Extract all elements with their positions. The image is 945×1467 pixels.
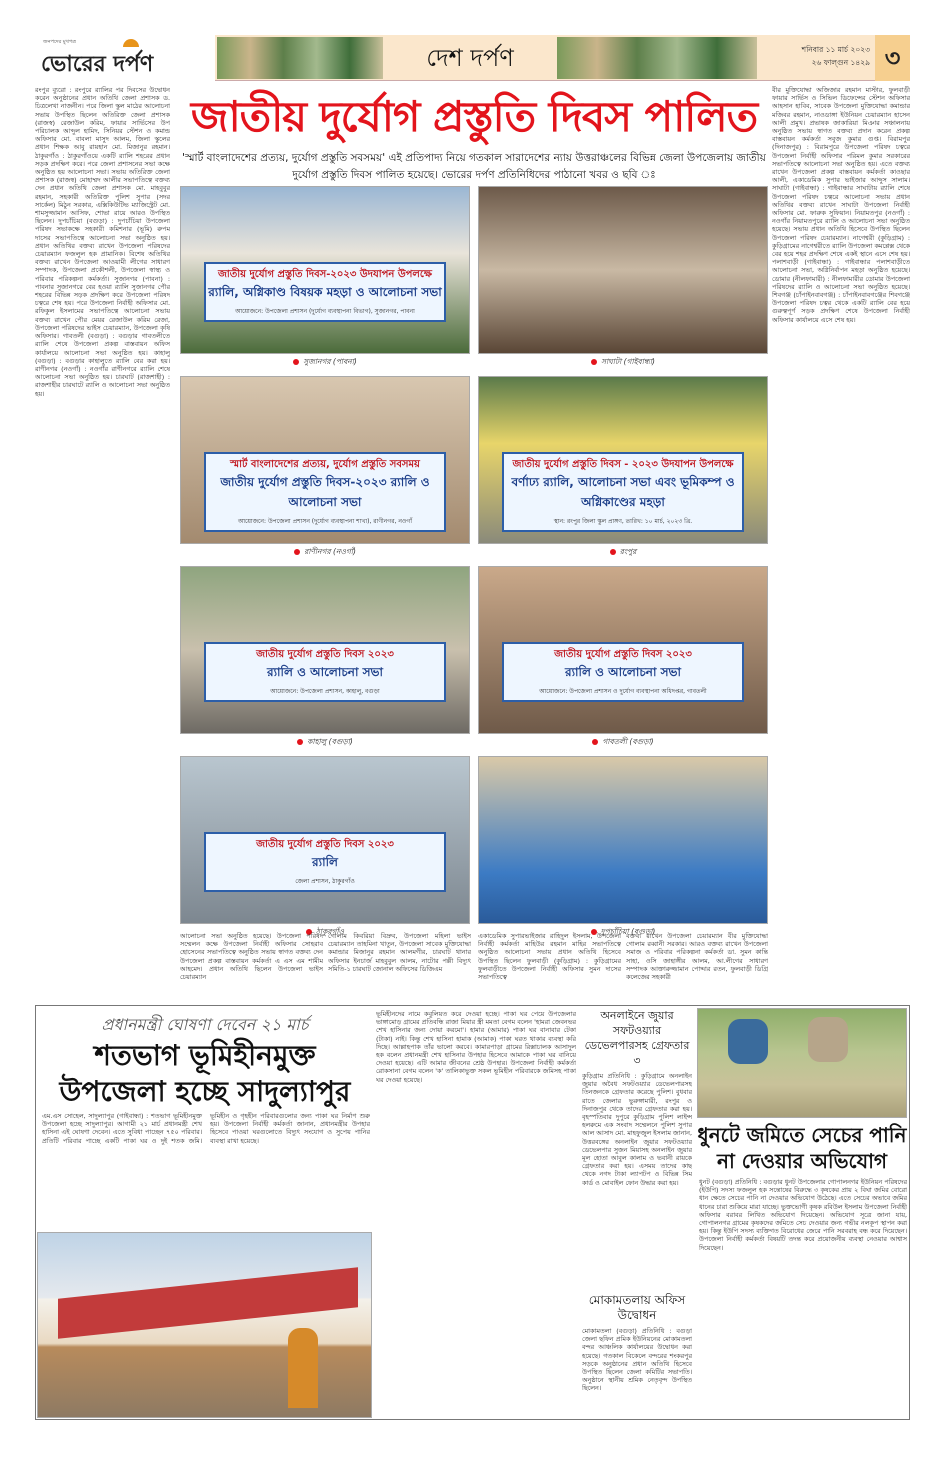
- banner-main-text: র‍্যালি ও আলোচনা সভা: [266, 664, 383, 679]
- event-photo: [478, 756, 768, 924]
- banner-organizer: স্থান: রংপুর জিলা স্কুল প্রাঙ্গণ, তারিখ: ১০ মার্চ, ২০২৩ খ্রি.: [553, 517, 693, 525]
- banner-title: জাতীয় দুর্যোগ প্রস্তুতি দিবস-২০২৩ উদযাপন উপলক্ষে: [217, 268, 433, 280]
- header-photo-strip-left: [217, 37, 383, 79]
- lead-bottom-column: একাডেমিক সুপারভাইজার রাহিদুল ইসলাম, উপজেলা নির্বাহী কর্মকর্তা মাহিউর রহমান মাহির সভাপতিত্বে অনুষ্ঠিত আলোচনা সভায় প্রধান অতিথি হিসেবে উপস্থিত ছিলেন ফুলবাড়ী (কুড়িগ্রাম) : কুড়িগ্রামের ফুলবাড়ীতে উপজেলা নির্বাহী অফিসার সুমন দাসের সভাপতিত্বে: [478, 932, 621, 982]
- event-banner: [204, 642, 446, 702]
- lead-left-column: রংপুর ব্যুরো : রংপুরে র‍্যালির পর দিবসের উদ্বোধন করেন অনুষ্ঠানের প্রধান অতিথি জেলা প্রশাসক ড. চিত্রলেখা নাজনীন। পরে জিলা স্কুল মাঠের আলোচনা সভায় উপস্থিত ছিলেন অতিরিক্ত জেলা প্রশাসক (রাজস্ব) রেজাউল করিম, ফায়ার সার্ভিসের উপ পরিচালক আব্দুল হামিদ, সিনিয়র স্টেশন ও কমান্ড অফিসার মো. বাবলা মাসুদ আলম, জিলা স্কুলের প্রধান শিক্ষক আবু রায়হান মো. মিজানুর রহমান। ঠাকুরগাঁও : ঠাকুরগাঁওয়ে একটি র‍্যালি শহরের প্রধান সড়ক প্রদক্ষিণ করে। পরে জেলা প্রশাসনের সভা কক্ষে অনুষ্ঠিত হয় আলোচনা সভা। সভায় অতিরিক্ত জেলা প্রশাসক (রাজস্ব) মোহাম্মদ আলীর সভাপতিত্বে বক্তব্য দেন প্রধান অতিথি জেলা প্রশাসক মো. মাহবুবুর রহমান, সহকারী অতিরিক্ত পুলিশ সুপার (সদর সার্কেল) মিঠুন সরকার, এক্সিকিউটিভ ম্যাজিস্ট্রেট মো. শামসুজ্জামান আসিফ, শোভা রায়ে আরও উপস্থিত ছিলেন। দুপচাঁচিয়া (বগুড়া) : দুপচাঁচিয়া উপজেলা পরিষদ সভাকক্ষে সহকারী কমিশনার (ভূমি) রুপম দাসের সভাপতিত্বে আলোচনা সভা অনুষ্ঠিত হয়। প্রধান অতিথির বক্তব্য রাখেন উপজেলা পরিষদের চেয়ারম্যান ফজলুল হক প্রামানিক। বিশেষ অতিথির বক্তব্য রাখেন উপজেলা আওয়ামী লীগের সাধারণ সম্পাদক, উপজেলা প্রকৌশলী, উপজেলা স্বাস্থ্য ও পরিবার পরিকল্পনা কর্মকর্তা। সুজানগর (পাবনা) : পাবনার সুজানগরে বের হওয়া র‍্যালি সুজানগর পৌর শহরের বিভিন্ন সড়ক প্রদক্ষিণ করে উপজেলা পরিষদ চত্বরে শেষ হয়। পরে উপজেলা নির্বাহী অফিসার মো. রফিকুল ইসলামের সভাপতিত্বে আলোচনা সভায় বক্তব্য রাখেন পৌর মেয়র রেজাউল করিম রেজা, উপজেলা পরিষদের ভাইস চেয়ারম্যান, উপজেলা কৃষি অফিসার। গাবতলী (বগুড়া) : বগুড়ার গাবতলীতে র‍্যালি শেষে উপজেলা প্রকল্প বাস্তবায়ন অফিস কার্যালয়ে আলোচনা সভা অনুষ্ঠিত হয়। কাহালু (বগুড়া) : বগুড়ার কাহালুতে র‍্যালি বের করা হয়। রাণীনগর (নওগাঁ) : নওগাঁর রাণীনগরে র‍্যালি শেষে আলোচনা সভা অনুষ্ঠিত হয়। চারঘাট (রাজশাহী) : রাজশাহীর চারঘাটে র‍্যালি ও আলোচনা সভা অনুষ্ঠিত হয়।: [35, 86, 170, 398]
- lead-bottom-column: গোলাম কিবরিয়া বিদ্রুব, উপজেলা মহিলা ভাইস চেয়ারম্যান তাহমিনা খাতুন, উপজেলা সাবেক মুক্তিযোদ্ধা কমান্ডার মিজানুর রহমান আলমগীর, চারঘাট থানার অফিসার ইনচার্জ মাহবুবুল আলম, নাটোর পল্লী বিদ্যুৎ সমিতি-১ চারঘাট জোনাল অফিসের ডিজিএম: [328, 932, 471, 973]
- date-gregorian: শনিবার ১১ মার্চ ২০২৩: [801, 45, 870, 54]
- photo-caption: [180, 357, 470, 369]
- gambling-story: [582, 1008, 692, 1418]
- photo-caption: [180, 547, 470, 559]
- banner-title: জাতীয় দুর্যোগ প্রস্তুতি দিবস ২০২৩: [256, 648, 394, 660]
- bullet-icon: [294, 549, 300, 555]
- sadullapur-body: এম.এস সোহেল, সাদুল্যাপুর (গাইবান্ধা) : শতভাগ ভূমিহীনমুক্ত উপজেলা হচ্ছে সাদুল্যাপুর। আগামী ২১ মার্চ প্রধানমন্ত্রী শেখ হাসিনা এই ঘোষণা দেবেন। এতে সুবিধা পাচ্ছেন ৭৫০ পরিবার। প্রতিটি পরিবার পাচ্ছে একটি পাকা ঘর ও দুই শতক জমি। ভূমিহীন ও গৃহহীন পরিবারগুলোর জন্য পাকা ঘর নির্মাণ শুরু হয়। উপজেলা নির্বাহী কর্মকর্তা জানান, প্রধানমন্ত্রীর উপহার হিসেবে পাওয়া ঘরগুলোতে বিদ্যুৎ সংযোগ ও সুপেয় পানির ব্যবস্থা রাখা হয়েছে।: [42, 1112, 370, 1145]
- photo-caption-text: কাহালু (বগুড়া): [307, 737, 353, 746]
- banner-title: জাতীয় দুর্যোগ প্রস্তুতি দিবস ২০২৩: [554, 648, 692, 660]
- event-photo: [180, 376, 470, 544]
- banner-title: জাতীয় দুর্যোগ প্রস্তুতি দিবস - ২০২৩ উদযাপন উপলক্ষে: [512, 458, 734, 470]
- event-banner: [204, 262, 446, 322]
- photo-caption-text: সুজানগর (পাবনা): [303, 357, 357, 366]
- event-photo: [478, 186, 768, 354]
- sadullapur-kicker: প্রধানমন্ত্রী ঘোষণা দেবেন ২১ মার্চ: [101, 1015, 309, 1034]
- photo-caption: [478, 357, 768, 369]
- woman-figure: [288, 1328, 318, 1408]
- lead-bottom-column: বক্তব্য রাখেন উপজেলা চেয়ারম্যান বীর মুক্তিযোদ্ধা গোলাম রব্বানী সরকার। আরও বক্তব্য রাখেন উপজেলা সমাজ ও পরিবার পরিকল্পনা কর্মকর্তা ডা. সুমন কান্তি সাহা, ওসি জাহাঙ্গীর আলম, আ.লীগের সাধারণ সম্পাদক আক্তারুজ্জামান পোদ্দার রতন, ফুলবাড়ী ডিগ্রি কলেজের সহকারী: [626, 932, 768, 982]
- photo-caption-text: ঠাকুরগাঁও: [315, 927, 345, 936]
- banner-main-text: বর্ণাঢ্য র‍্যালি, আলোচনা সভা এবং ভূমিকম্প ও অগ্নিকাণ্ডের মহড়া: [511, 474, 735, 509]
- gambling-body: কুড়িগ্রাম প্রতিনিধি : কুড়িগ্রামে অনলাইন জুয়ার অবৈধ সফটওয়্যার ডেভেলপারসহ তিনজনকে গ্রেফতার করেছে পুলিশ। বুধবার রাতে জেলার ভুরুঙ্গামারী, রংপুর ও দিনাজপুর থেকে তাদের গ্রেফতার করা হয়। বৃহস্পতিবার দুপুরে কুড়িগ্রাম পুলিশ লাইন্স হলরুমে এক সংবাদ সম্মেলনে পুলিশ সুপার আল আসাদ মো. মাহফুজুল ইসলাম জানান, উত্তরবঙ্গের অনলাইন জুয়ার সফটওয়্যার ডেভেলপার সুজন মিয়াসহ অনলাইন জুয়ার মূল হোতা আবুল কালাম ও ভবানী রায়কে গ্রেফতার করা হয়। এসময় তাদের কাছ থেকে নগদ টাকা ল্যাপটপ ও বিভিন্ন সিম কার্ড ও মোবাইল ফোন উদ্ধার করা হয়।: [582, 1072, 692, 1187]
- lead-bottom-column: আলোচনা সভা অনুষ্ঠিত হয়েছে। উপজেলা পরিষদ সম্মেলন কক্ষে উপজেলা নির্বাহী অফিসার সোহরাব হোসেনের সভাপতিত্বে অনুষ্ঠিত সভায় স্বাগত বক্তব্য দেন উপজেলা প্রকল্প বাস্তবায়ন কর্মকর্তা এ এস এম শামীম আহমেদ। প্রধান অতিথি ছিলেন উপজেলা ভাইস চেয়ারম্যান: [180, 932, 323, 982]
- bullet-icon: [592, 739, 598, 745]
- photo-caption-text: সাঘাটা (গাইবান্ধা): [601, 357, 655, 366]
- banner-main-text: র‍্যালি ও আলোচনা সভা: [564, 664, 681, 679]
- photo-caption: [180, 737, 470, 749]
- lead-right-column: বীর মুক্তিযোদ্ধা অজিজার রহমান মাস্টার, ফুলবাড়ী ফায়ার সার্ভিস ও সিভিল ডিফেন্সের স্টেশন অফিসার আহসান হাবিব, সাবেক উপজেলা মুক্তিযোদ্ধা কমান্ডার মজিবর রহমান, নাওডাঙ্গা ইউনিয়ন চেয়ারম্যান হাসেন আলী প্রমুখ। প্রভাষক জাকারিয়া মিঞার সঞ্চালনায় অনুষ্ঠিত সভায় স্বাগত বক্তব্য প্রদান করেন প্রকল্প বাস্তবায়ন কর্মকর্তা সবুজ কুমার গুপ্ত। বিরামপুর (দিনাজপুর) : বিরামপুরে উপজেলা পরিষদ চত্বরে উপজেলা নির্বাহী অফিসার পরিমল কুমার সরকারের সভাপতিত্বে আলোচনা সভা অনুষ্ঠিত হয়। এতে বক্তব্য রাখেন উপজেলা প্রকল্প বাস্তবায়ন কর্মকর্তা কাওছার আলী, একাডেমিক সুপার ভাইজার আব্দুস সালাম। সাঘাটা (গাইবান্ধা) : গাইবান্ধার সাঘাটায় র‍্যালি শেষে উপজেলা পরিষদ চত্বরে আলোচনা সভায় প্রধান অতিথির বক্তব্য রাখেন সাঘাটা উপজেলা নির্বাহী অফিসার মো. ফারুক সুফিয়ান। নিয়ামতপুর (নওগাঁ) : নওগাঁর নিয়ামতপুরে র‍্যালি ও আলোচনা সভা অনুষ্ঠিত হয়েছে। সভায় প্রধান অতিথি হিসেবে উপস্থিত ছিলেন উপজেলা পরিষদ চেয়ারম্যান। নাগেশ্বরী (কুড়িগ্রাম) : কুড়িগ্রামের নাগেশ্বরীতে র‍্যালি উপজেলা কমপ্লেক্স থেকে বের হয়ে শহর প্রদক্ষিণ শেষে একই স্থানে এসে শেষ হয়। পলাশবাড়ী (গাইবান্ধা) : গাইবান্ধার পলাশবাড়ীতে আলোচনা সভা, অগ্নিনির্বাপন মহড়া অনুষ্ঠিত হয়েছে। ডোমার (নীলফামারী) : নীলফামারীর ডোমার উপজেলা পরিষদের র‍্যালি ও আলোচনা সভা অনুষ্ঠিত হয়েছে। শিবগঞ্জ (চাঁপাইনবাবগঞ্জ) : চাঁপাইনবাবগঞ্জের শিবগঞ্জে উপজেলা পরিষদ চত্বর থেকে একটি র‍্যালি বের হয়ে গুরুত্বপূর্ণ সড়ক প্রদক্ষিণ শেষে উপজেলা নির্বাহী অফিসার কার্যালয়ে এসে শেষ হয়।: [772, 86, 910, 324]
- banner-main-text: জাতীয় দুর্যোগ প্রস্তুতি দিবস-২০২৩ র‍্যালি ও আলোচনা সভা: [220, 474, 430, 509]
- newspaper-name: ভোরের দর্পণ: [41, 52, 154, 77]
- logo-tagline: জনপদের মুখপত্র: [43, 39, 76, 45]
- sadullapur-headline: শতভাগ ভূমিহীনমুক্ত উপজেলা হচ্ছে সাদুল্যাপুর: [59, 1039, 351, 1108]
- event-banner: [502, 452, 744, 532]
- dhunat-body: ধুনট (বগুড়া) প্রতিনিধি : বগুড়ার ধুনট উপজেলার গোপালনগর ইউনিয়ন পরিষদের (ইউপি) সদস্য ফজলুল হক সন্তোষের বিরুদ্ধে ৩ কৃষকের প্রায় ২ বিঘা জমির বোরো ধান ক্ষেতে সেচের পানি না দেওয়ার অভিযোগ উঠেছে। এতে সেচের অভাবে জমির ধানের চারা শুকিয়ে মারা যাচ্ছে। ভুক্তভোগী কৃষক রবিউল ইসলাম উপজেলা নির্বাহী অফিসার বরাবর লিখিত অভিযোগ দিয়েছেন। অভিযোগ সূত্রে জানা যায়, গোপালনগর গ্রামের কৃষকদের জমিতে সেচ দেওয়ার জন্য গভীর নলকূপ স্থাপন করা হয়। কিন্তু ইউপি সদস্য ব্যক্তিগত বিরোধের জেরে পানি সরবরাহ বন্ধ করে দিয়েছেন। উপজেলা নির্বাহী কর্মকর্তা বিষয়টি তদন্ত করে প্রয়োজনীয় ব্যবস্থা নেওয়ার আশ্বাস দিয়েছেন।: [699, 1178, 907, 1252]
- mokamtala-headline: মোকামতলায় অফিস উদ্বোধন: [588, 1293, 686, 1322]
- gambling-headline: অনলাইনে জুয়ার সফটওয়্যার ডেভেলপারসহ গ্রেফতার ৩: [584, 1009, 690, 1067]
- banner-main-text: র‍্যালি, অগ্নিকাণ্ড বিষয়ক মহড়া ও আলোচনা সভা: [208, 284, 442, 299]
- event-photo: [478, 376, 768, 544]
- event-photo: [180, 566, 470, 734]
- dhunat-headline: ধুনটে জমিতে সেচের পানি না দেওয়ার অভিযোগ: [697, 1123, 907, 1173]
- event-banner: [502, 642, 744, 702]
- photo-caption-text: রাণীনগর (নওগাঁ): [304, 547, 356, 556]
- banner-organizer: আয়োজনে: উপজেলা প্রশাসন (দুর্যোগ ব্যবস্থাপনা বিভাগ), সুজানগর, পাবনা: [235, 307, 415, 315]
- sadullapur-body-continued: ভূমিহীনদের নামে কবুলিয়ত করে দেওয়া হচ্ছে। পাকা ঘর পেয়ে উপজেলার ভাঙ্গামোড় গ্রামের প্রতিবন্ধি রাজা মিয়ার স্ত্রী মমতা বেগম বলেন 'হামরা জেবনভর শেখ হাসিনার জন্য দোয়া করমো'। হামার (আমার) পাকা ঘর বানাবার টেকা (টাকা) নাই। কিন্তু শেখ হাসিনা হামাক (আমাক) পাকা ঘরত থাকার ব্যবস্থা করি দিছে। আল্লাহপাক তাঁর ভালো করবে। কামারপাড়া গ্রামের রিক্সাচালক আসাদুল হক বলেন প্রধানমন্ত্রী শেখ হাসিনার উপহার হিসেবে আমাকে পাকা ঘর বানিয়ে দেওয়া হয়েছে। এটি আমার জীবনের শ্রেষ্ঠ উপহার। উপজেলা নির্বাহী কর্মকর্তা রোকসানা বেগম বলেন 'ক' তালিকাভুক্ত সকল ভূমিহীন পরিবারকে জমিসহ পাকা ঘর দেওয়া হয়েছে।: [376, 1010, 576, 1084]
- header-photo-strip-right: [557, 37, 757, 79]
- event-photo: [180, 756, 470, 924]
- farmer-figure: [808, 1017, 848, 1062]
- bullet-icon: [297, 739, 303, 745]
- banner-organizer: আয়োজনে: উপজেলা প্রশাসন (দুর্যোগ ব্যবস্থাপনা শাখা), রাণীনগর, নওগাঁ: [237, 517, 412, 525]
- event-banner: [204, 832, 446, 892]
- banner-organizer: আয়োজনে: উপজেলা প্রশাসন ও দুর্যোগ ব্যবস্থাপনা অধিদপ্তর, গাবতলী: [539, 687, 707, 695]
- sunrise-icon: [123, 39, 139, 47]
- banner-organizer: আয়োজনে: উপজেলা প্রশাসন, কাহালু, বগুড়া: [270, 687, 380, 695]
- bullet-icon: [591, 359, 597, 365]
- section-title: দেশ দর্পণ: [426, 44, 514, 72]
- bullet-icon: [610, 549, 616, 555]
- mokamtala-body: মোকামতলা (বগুড়া) প্রতিনিধি : বগুড়া জেলা ছফিন প্রমিক ইউনিয়নের মোকামতলা বন্দর আঞ্চলিক কার্যালয়ের উদ্বোধন করা হয়েছে। গতকাল বিকেলে বন্দরের শংকরপুর সড়কে অনুষ্ঠানের প্রধান অতিথি হিসেবে উপস্থিত ছিলেন জেলা কমিটির সভাপতি। অনুষ্ঠানে স্থানীয় শ্রমিক নেতৃবৃন্দ উপস্থিত ছিলেন।: [582, 1327, 692, 1393]
- photo-caption-text: গাবতলী (বগুড়া): [602, 737, 654, 746]
- photo-caption-text: রংপুর: [619, 547, 637, 556]
- photo-caption: [478, 547, 768, 559]
- event-photo: [180, 186, 470, 354]
- banner-organizer: জেলা প্রশাসন, ঠাকুরগাঁও: [295, 877, 355, 885]
- houses-photo: [37, 1232, 372, 1418]
- lead-headline: জাতীয় দুর্যোগ প্রস্তুতি দিবস পালিত: [190, 92, 758, 141]
- banner-title: জাতীয় দুর্যোগ প্রস্তুতি দিবস ২০২৩: [256, 838, 394, 850]
- banner-main-text: র‍্যালি: [312, 854, 338, 869]
- date-bengali: ২৬ ফাল্গুন ১৪২৯: [811, 58, 870, 67]
- issue-date: [760, 43, 870, 69]
- masthead: [35, 35, 910, 81]
- photo-caption: [478, 737, 768, 749]
- paddy-field-photo: [697, 1008, 907, 1118]
- farmer-figure: [728, 1019, 768, 1064]
- page-number: ৩: [875, 35, 910, 81]
- newspaper-logo: [35, 35, 215, 81]
- event-banner: [204, 452, 446, 532]
- lead-intro: 'স্মার্ট বাংলাদেশের প্রত্যয়, দুর্যোগ প্রস্তুতি সবসময়' এই প্রতিপাদ্য নিয়ে গতকাল সারাদেশের ন্যায় উত্তরাঞ্চলের বিভিন্ন জেলা উপজেলায় জাতীয় দুর্যোগ প্রস্তুতি দিবস পালিত হয়েছে। ভোরের দর্পণ প্রতিনিধিদের পাঠানো খবর ও ছবি ঃ: [182, 152, 766, 181]
- banner-title: স্মার্ট বাংলাদেশের প্রত্যয়, দুর্যোগ প্রস্তুতি সবসময়: [230, 458, 420, 470]
- bullet-icon: [293, 359, 299, 365]
- event-photo: [478, 566, 768, 734]
- photo-caption-text: দুপচাঁচিয়া (বগুড়া): [600, 927, 656, 936]
- house-roof: [58, 1267, 358, 1339]
